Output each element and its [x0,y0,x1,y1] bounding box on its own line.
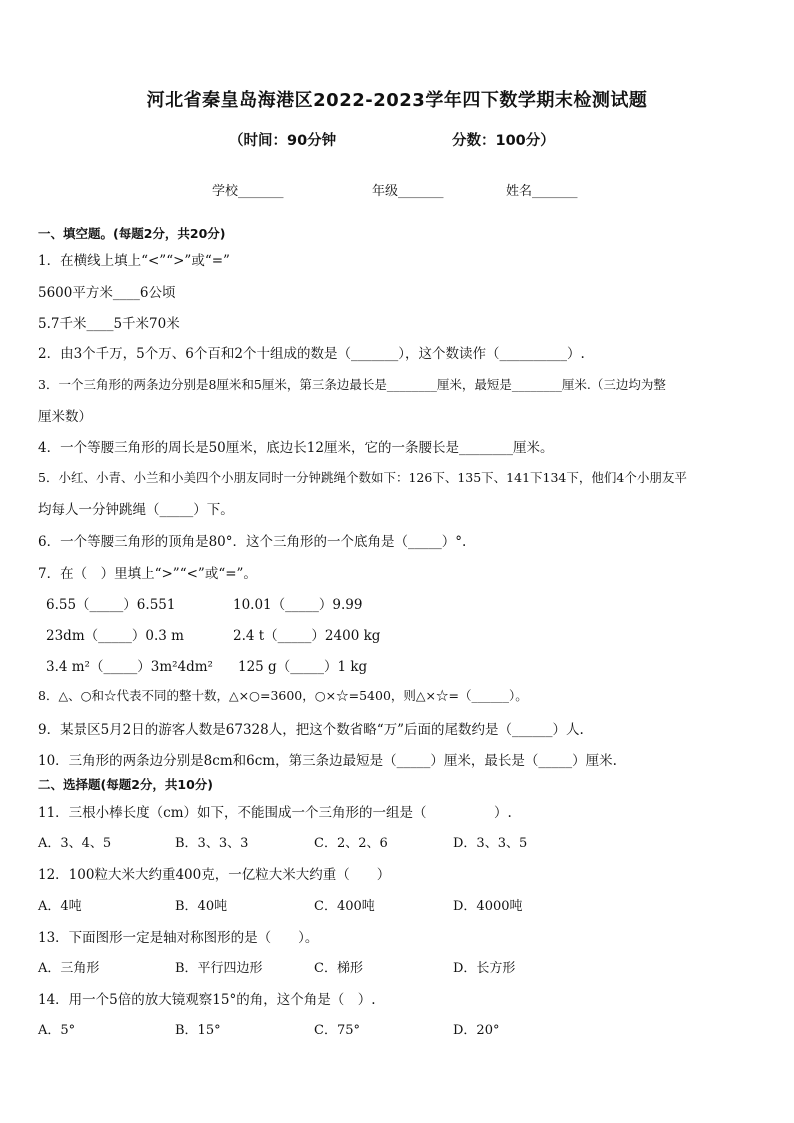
option-b: B．3、3、3 [175,836,249,851]
question-line: 1．在横线上填上“<”“>”或“=” [38,253,230,269]
option-a: A．3、4、5 [38,836,112,851]
question-line: 9．某景区5月2日的游客人数是67328人，把这个数省略“万”后面的尾数约是（______）人. [38,722,584,738]
compare-item: 125 g（_____）1 kg [238,659,368,675]
time-label: （时间：90分钟 [229,133,337,149]
compare-item: 6.55（_____）6.551 [46,597,176,613]
question-line: 5.7千米____5千米70米 [38,316,180,332]
question-line: 13．下面图形一定是轴对称图形的是（ ）。 [38,930,319,946]
option-d: D．4000吨 [453,899,523,914]
option-d: D．长方形 [453,961,516,976]
compare-item: 2.4 t（_____）2400 kg [233,628,381,644]
question-line: 5600平方米____6公顷 [38,285,176,301]
question-line: 8．△、○和☆代表不同的整十数，△×○=3600，○×☆=5400，则△×☆=（______）。 [38,688,528,703]
question-line: 厘米数） [38,409,92,425]
exam-title: 河北省秦皇岛海港区2022-2023学年四下数学期末检测试题 [146,90,648,111]
score-label: 分数：100分） [452,133,555,149]
question-line: 14．用一个5倍的放大镜观察15°的角，这个角是（ ）. [38,992,376,1008]
option-d: D．3、3、5 [453,836,528,851]
question-line: 均每人一分钟跳绳（_____）下。 [38,502,234,518]
compare-item: 10.01（_____）9.99 [233,597,363,613]
compare-item: 3.4 m²（_____）3m²4dm² [46,659,213,675]
option-b: B．平行四边形 [175,961,263,976]
school-field: 学校_______ [212,184,284,199]
option-a: A．三角形 [38,961,100,976]
option-b: B．15° [175,1023,221,1038]
section2-heading: 二、选择题(每题2分，共10分) [38,777,214,792]
name-field: 姓名_______ [506,184,578,199]
option-c: C．2、2、6 [314,836,388,851]
section1-heading: 一、填空题。(每题2分，共20分) [38,226,226,241]
option-c: C．梯形 [314,961,363,976]
option-a: A．5° [38,1023,76,1038]
option-c: C．75° [314,1023,360,1038]
option-d: D．20° [453,1023,500,1038]
question-line: 2．由3个千万，5个万、6个百和2个十组成的数是（_______），这个数读作（__________）. [38,346,585,362]
question-line: 11．三根小棒长度（cm）如下，不能围成一个三角形的一组是（ ）. [38,805,512,821]
option-a: A．4吨 [38,899,82,914]
question-line: 6．一个等腰三角形的顶角是80°．这个三角形的一个底角是（_____）°. [38,534,467,550]
grade-field: 年级_______ [372,184,444,199]
option-c: C．400吨 [314,899,375,914]
option-b: B．40吨 [175,899,228,914]
question-line: 4．一个等腰三角形的周长是50厘米，底边长12厘米，它的一条腰长是________厘米。 [38,440,554,456]
compare-item: 23dm（_____）0.3 m [46,628,184,644]
question-line: 12．100粒大米大约重400克，一亿粒大米大约重（ ） [38,867,391,883]
question-line: 7．在（ ）里填上“>”“<”或“=”。 [38,566,257,582]
question-line: 5．小红、小青、小兰和小美四个小朋友同时一分钟跳绳个数如下：126下、135下、141下134下，他们4个小朋友平 [38,470,687,485]
question-line: 3．一个三角形的两条边分别是8厘米和5厘米，第三条边最长是________厘米，最短是________厘米.（三边均为整 [38,377,666,392]
question-line: 10．三角形的两条边分别是8cm和6cm，第三条边最短是（_____）厘米，最长是（_____）厘米. [38,753,617,769]
